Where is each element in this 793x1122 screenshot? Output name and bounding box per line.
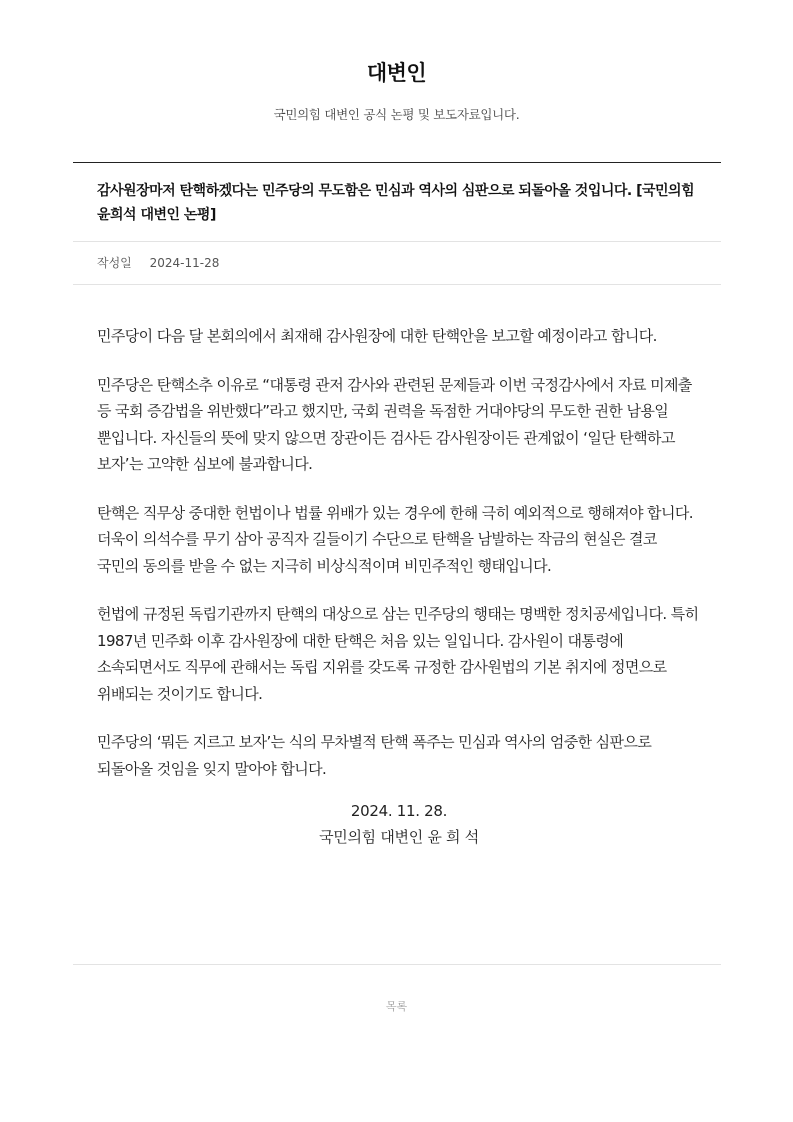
post-date: 2024-11-28 bbox=[149, 256, 220, 270]
post-title-section bbox=[73, 162, 721, 242]
post-article bbox=[73, 162, 721, 850]
body-paragraph: 헌법에 규정된 독립기관까지 탄핵의 대상으로 삼는 민주당의 행태는 명백한 정치공세입니다. 특히 1987년 민주화 이후 감사원장에 대한 탄핵은 처음 있는 일입니다. 감사원이 대통령에 소속되면서도 직무에 관해서는 독립 지위를 갖도록 규정한 감사원법의 기본 취지에 정면으로 위배되는 것이기도 합니다. bbox=[97, 605, 699, 703]
post-meta bbox=[73, 242, 721, 285]
list-button[interactable]: 목록 bbox=[385, 1000, 408, 1013]
post-body bbox=[73, 285, 721, 850]
post-title: 감사원장마저 탄핵하겠다는 민주당의 무도함은 민심과 역사의 심판으로 되돌아올 것입니다. [국민의힘 윤희석 대변인 논평] bbox=[97, 183, 695, 223]
footer-divider bbox=[73, 964, 721, 965]
site-header bbox=[0, 0, 793, 124]
site-description: 국민의힘 대변인 공식 논평 및 보도자료입니다. bbox=[273, 107, 520, 122]
body-paragraph: 민주당의 ‘뭐든 지르고 보자’는 식의 무차별적 탄핵 폭주는 민심과 역사의 엄중한 심판으로 되돌아올 것임을 잊지 말아야 합니다. bbox=[97, 733, 652, 778]
body-paragraph: 민주당은 탄핵소추 이유로 “대통령 관저 감사와 관련된 문제들과 이번 국정감사에서 자료 미제출 등 국회 증감법을 위반했다”라고 했지만, 국회 권력을 독점한 거대야당의 무도한 권한 남용일 뿐입니다. 자신들의 뜻에 맞지 않으면 장관이든 검사든 감사원장이든 관계없이 ‘일단 탄핵하고 보자’는 고약한 심보에 불과합니다. bbox=[97, 375, 692, 473]
body-paragraph: 탄핵은 직무상 중대한 헌법이나 법률 위배가 있는 경우에 한해 극히 예외적으로 행해져야 합니다. 더욱이 의석수를 무기 삼아 공직자 길들이기 수단으로 탄핵을 남발하는 작금의 현실은 결코 국민의 동의를 받을 수 없는 지극히 비상식적이며 비민주적인 행태입니다. bbox=[97, 503, 693, 575]
signature-date: 2024. 11. 28. bbox=[350, 802, 448, 820]
signature-name: 국민의힘 대변인 윤 희 석 bbox=[319, 828, 479, 846]
signature-block bbox=[97, 798, 701, 850]
body-paragraph: 민주당이 다음 달 본회의에서 최재해 감사원장에 대한 탄핵안을 보고할 예정이라고 합니다. bbox=[97, 327, 657, 345]
site-title[interactable]: 대변인 bbox=[366, 61, 427, 85]
date-label: 작성일 bbox=[97, 256, 132, 270]
